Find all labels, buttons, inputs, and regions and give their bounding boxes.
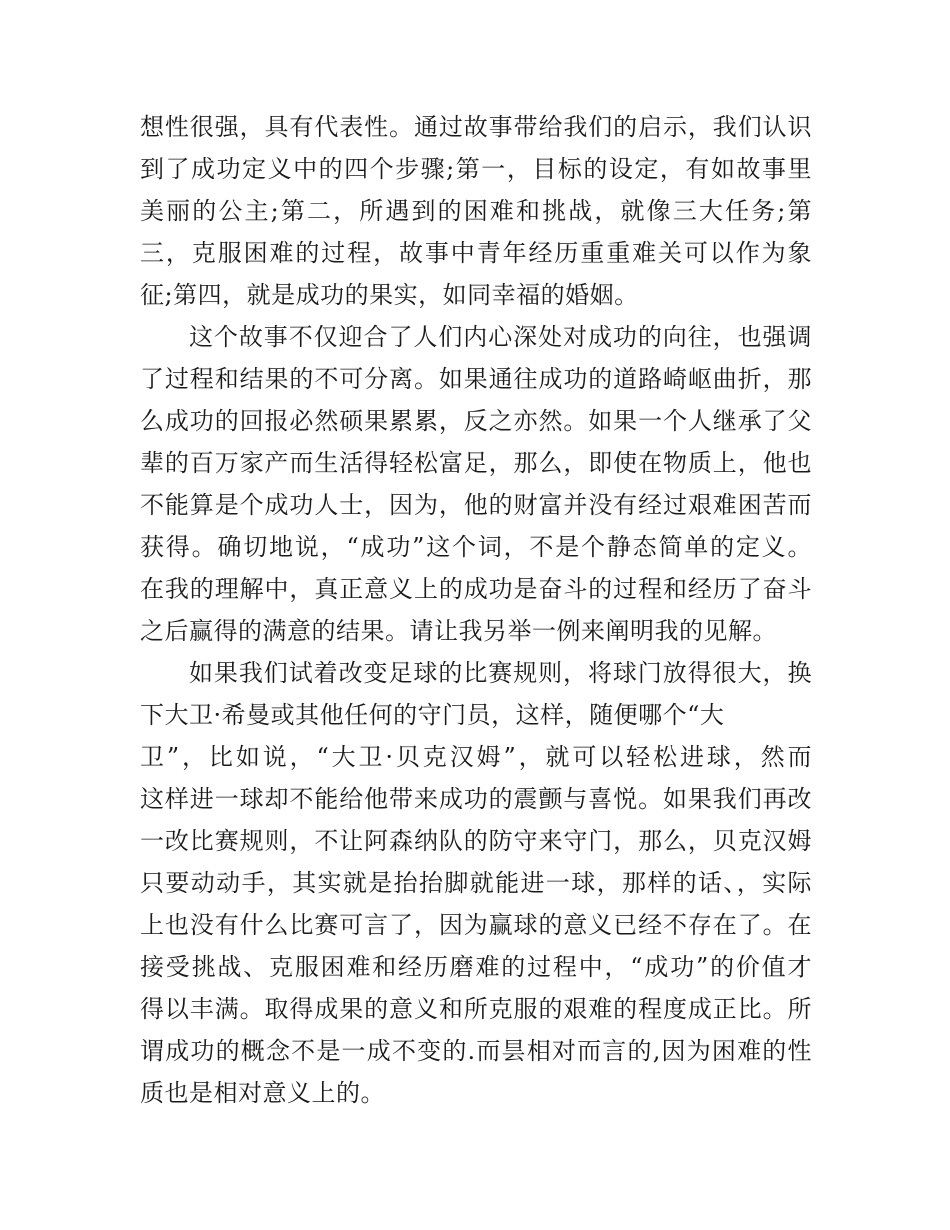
text-line: 这个故事不仅迎合了人们内心深处对成功的向往，也强调	[189, 323, 812, 351]
text-line: 到了成功定义中的四个步骤;第一，目标的设定，有如故事里	[140, 155, 812, 183]
text-line: 如果我们试着改变足球的比赛规则，将球门放得很大，换	[189, 659, 812, 687]
text-line: 卫”，比如说，“大卫·贝克汉姆”，就可以轻松进球，然而	[140, 743, 812, 771]
text-line: 美丽的公主;第二，所遇到的困难和挑战，就像三大任务;第	[140, 197, 812, 225]
paragraph-3	[140, 652, 812, 1114]
text-line: 谓成功的概念不是一成不变的.而昙相对而言的,因为困难的性	[140, 1037, 812, 1065]
text-line: 征;第四，就是成功的果实，如同幸福的婚姻。	[140, 281, 639, 309]
paragraph-2	[140, 316, 812, 652]
text-line: 只要动动手，其实就是抬抬脚就能进一球，那样的话、，实际	[140, 869, 812, 897]
text-line: 辈的百万家产而生活得轻松富足，那么，即使在物质上，他也	[140, 449, 812, 477]
document-body	[140, 106, 812, 1114]
text-line: 三，克服困难的过程，故事中青年经历重重难关可以作为象	[140, 239, 812, 267]
text-line: 么成功的回报必然硕果累累，反之亦然。如果一个人继承了父	[140, 407, 812, 435]
paragraph-1	[140, 106, 812, 316]
text-line: 了过程和结果的不可分离。如果通往成功的道路崎岖曲折，那	[140, 365, 812, 393]
text-line: 不能算是个成功人士，因为，他的财富并没有经过艰难困苦而	[140, 491, 812, 519]
text-line: 质也是相对意义上的。	[140, 1079, 385, 1107]
text-line: 之后赢得的满意的结果。请让我另举一例来阐明我的见解。	[140, 617, 777, 645]
text-line: 上也没有什么比赛可言了，因为赢球的意义已经不存在了。在	[140, 911, 812, 939]
text-line: 这样进一球却不能给他带来成功的震颤与喜悦。如果我们再改	[140, 785, 812, 813]
text-line: 在我的理解中，真正意义上的成功是奋斗的过程和经历了奋斗	[140, 575, 812, 603]
text-line: 一改比赛规则，不让阿森纳队的防守来守门，那么，贝克汉姆	[140, 827, 812, 855]
text-line: 想性很强，具有代表性。通过故事带给我们的启示，我们认识	[140, 113, 812, 141]
text-line: 获得。确切地说，“成功”这个词，不是个静态简单的定义。	[140, 533, 812, 561]
text-line: 接受挑战、克服困难和经历磨难的过程中，“成功”的价值才	[140, 953, 812, 981]
text-line: 下大卫·希曼或其他任何的守门员，这样，随便哪个“大	[140, 701, 725, 729]
text-line: 得以丰满。取得成果的意义和所克服的艰难的程度成正比。所	[140, 995, 812, 1023]
